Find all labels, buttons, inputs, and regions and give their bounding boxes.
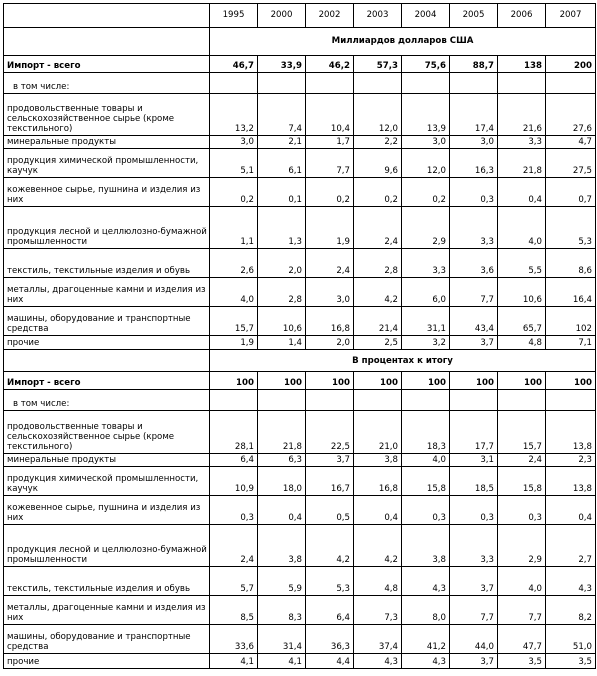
- value-cell: 18,5: [450, 467, 498, 496]
- value-cell: 21,0: [354, 411, 402, 454]
- value-cell: 2,3: [546, 454, 596, 467]
- value-cell: 47,7: [498, 625, 546, 654]
- value-cell: 15,8: [402, 467, 450, 496]
- section-title-blank-cell: [4, 350, 210, 372]
- section-title-row: [4, 350, 596, 372]
- value-cell: 4,2: [354, 525, 402, 567]
- value-cell: 2,7: [546, 525, 596, 567]
- total-value-cell: 100: [546, 372, 596, 390]
- empty-cell: [354, 390, 402, 411]
- table-row: [4, 249, 596, 278]
- table-row: [4, 567, 596, 596]
- value-cell: 41,2: [402, 625, 450, 654]
- empty-cell: [402, 390, 450, 411]
- section-title-blank-cell: [4, 28, 210, 56]
- value-cell: 9,6: [354, 149, 402, 178]
- value-cell: 0,3: [210, 496, 258, 525]
- table-row: [4, 207, 596, 249]
- table-row: [4, 654, 596, 669]
- value-cell: 43,4: [450, 307, 498, 336]
- row-label: кожевенное сырье, пушнина и изделия из них: [4, 178, 210, 207]
- value-cell: 1,1: [210, 207, 258, 249]
- value-cell: 4,0: [498, 207, 546, 249]
- subheader-row: [4, 73, 596, 94]
- value-cell: 21,4: [354, 307, 402, 336]
- row-label: продукция лесной и целлюлозно-бумажной промышленности: [4, 525, 210, 567]
- value-cell: 4,1: [258, 654, 306, 669]
- value-cell: 2,8: [354, 249, 402, 278]
- value-cell: 13,2: [210, 94, 258, 136]
- value-cell: 5,7: [210, 567, 258, 596]
- value-cell: 1,9: [306, 207, 354, 249]
- value-cell: 3,0: [450, 136, 498, 149]
- year-header-row: [4, 4, 596, 28]
- value-cell: 3,7: [306, 454, 354, 467]
- table-row: [4, 149, 596, 178]
- total-row: [4, 56, 596, 73]
- subheader-row: [4, 390, 596, 411]
- value-cell: 3,3: [450, 525, 498, 567]
- row-label: минеральные продукты: [4, 454, 210, 467]
- total-value-cell: 88,7: [450, 56, 498, 73]
- value-cell: 18,0: [258, 467, 306, 496]
- value-cell: 0,4: [498, 178, 546, 207]
- value-cell: 5,5: [498, 249, 546, 278]
- value-cell: 3,7: [450, 336, 498, 350]
- value-cell: 1,3: [258, 207, 306, 249]
- value-cell: 0,2: [210, 178, 258, 207]
- value-cell: 51,0: [546, 625, 596, 654]
- row-label: текстиль, текстильные изделия и обувь: [4, 567, 210, 596]
- value-cell: 2,8: [258, 278, 306, 307]
- value-cell: 0,1: [258, 178, 306, 207]
- table-row: [4, 467, 596, 496]
- value-cell: 102: [546, 307, 596, 336]
- total-row: [4, 372, 596, 390]
- empty-cell: [546, 73, 596, 94]
- table-body: [4, 4, 596, 669]
- total-value-cell: 100: [258, 372, 306, 390]
- value-cell: 5,9: [258, 567, 306, 596]
- value-cell: 16,7: [306, 467, 354, 496]
- value-cell: 6,3: [258, 454, 306, 467]
- value-cell: 21,8: [498, 149, 546, 178]
- value-cell: 0,7: [546, 178, 596, 207]
- table-row: [4, 596, 596, 625]
- row-label: продукция лесной и целлюлозно-бумажной промышленности: [4, 207, 210, 249]
- corner-cell: [4, 4, 210, 28]
- section-title-row: [4, 28, 596, 56]
- value-cell: 16,8: [306, 307, 354, 336]
- value-cell: 13,9: [402, 94, 450, 136]
- value-cell: 8,6: [546, 249, 596, 278]
- value-cell: 22,5: [306, 411, 354, 454]
- value-cell: 3,6: [450, 249, 498, 278]
- value-cell: 15,7: [210, 307, 258, 336]
- value-cell: 10,4: [306, 94, 354, 136]
- year-header-cell: 2004: [402, 4, 450, 28]
- total-value-cell: 33,9: [258, 56, 306, 73]
- value-cell: 3,0: [306, 278, 354, 307]
- empty-cell: [306, 390, 354, 411]
- value-cell: 4,1: [210, 654, 258, 669]
- value-cell: 18,3: [402, 411, 450, 454]
- value-cell: 16,4: [546, 278, 596, 307]
- value-cell: 3,0: [210, 136, 258, 149]
- total-value-cell: 100: [306, 372, 354, 390]
- total-row-label: Импорт - всего: [4, 56, 210, 73]
- total-value-cell: 100: [402, 372, 450, 390]
- year-header-cell: 2002: [306, 4, 354, 28]
- value-cell: 2,9: [402, 207, 450, 249]
- total-value-cell: 75,6: [402, 56, 450, 73]
- value-cell: 2,0: [258, 249, 306, 278]
- total-value-cell: 57,3: [354, 56, 402, 73]
- value-cell: 3,8: [354, 454, 402, 467]
- value-cell: 65,7: [498, 307, 546, 336]
- value-cell: 2,2: [354, 136, 402, 149]
- value-cell: 3,0: [402, 136, 450, 149]
- value-cell: 2,6: [210, 249, 258, 278]
- table-row: [4, 94, 596, 136]
- row-label: металлы, драгоценные камни и изделия из них: [4, 596, 210, 625]
- total-value-cell: 200: [546, 56, 596, 73]
- value-cell: 6,4: [210, 454, 258, 467]
- section-title: В процентах к итогу: [210, 350, 596, 372]
- value-cell: 0,2: [354, 178, 402, 207]
- empty-cell: [354, 73, 402, 94]
- empty-cell: [258, 390, 306, 411]
- value-cell: 7,4: [258, 94, 306, 136]
- empty-cell: [306, 73, 354, 94]
- value-cell: 44,0: [450, 625, 498, 654]
- value-cell: 1,7: [306, 136, 354, 149]
- table-row: [4, 178, 596, 207]
- value-cell: 2,4: [210, 525, 258, 567]
- table-row: [4, 496, 596, 525]
- import-structure-table-container: [3, 3, 596, 669]
- value-cell: 0,3: [402, 496, 450, 525]
- value-cell: 12,0: [402, 149, 450, 178]
- empty-cell: [546, 390, 596, 411]
- row-label: продовольственные товары и сельскохозяйственное сырье (кроме текстильного): [4, 411, 210, 454]
- total-value-cell: 100: [498, 372, 546, 390]
- value-cell: 31,4: [258, 625, 306, 654]
- value-cell: 4,2: [354, 278, 402, 307]
- year-header-cell: 2007: [546, 4, 596, 28]
- value-cell: 2,1: [258, 136, 306, 149]
- value-cell: 7,7: [450, 596, 498, 625]
- total-value-cell: 100: [450, 372, 498, 390]
- value-cell: 0,4: [258, 496, 306, 525]
- value-cell: 0,5: [306, 496, 354, 525]
- empty-cell: [450, 73, 498, 94]
- value-cell: 4,0: [498, 567, 546, 596]
- value-cell: 6,4: [306, 596, 354, 625]
- year-header-cell: 2000: [258, 4, 306, 28]
- row-label: прочие: [4, 654, 210, 669]
- value-cell: 3,1: [450, 454, 498, 467]
- value-cell: 8,2: [546, 596, 596, 625]
- row-label: машины, оборудование и транспортные средства: [4, 625, 210, 654]
- table-row: [4, 525, 596, 567]
- value-cell: 2,0: [306, 336, 354, 350]
- value-cell: 3,3: [450, 207, 498, 249]
- total-value-cell: 100: [210, 372, 258, 390]
- empty-cell: [450, 390, 498, 411]
- row-label: минеральные продукты: [4, 136, 210, 149]
- row-label: кожевенное сырье, пушнина и изделия из них: [4, 496, 210, 525]
- value-cell: 0,4: [354, 496, 402, 525]
- value-cell: 4,3: [546, 567, 596, 596]
- row-label: продукция химической промышленности, каучук: [4, 149, 210, 178]
- value-cell: 1,9: [210, 336, 258, 350]
- value-cell: 7,1: [546, 336, 596, 350]
- value-cell: 4,3: [402, 567, 450, 596]
- empty-cell: [210, 390, 258, 411]
- row-label: машины, оборудование и транспортные средства: [4, 307, 210, 336]
- value-cell: 7,7: [498, 596, 546, 625]
- empty-cell: [498, 390, 546, 411]
- value-cell: 4,3: [354, 654, 402, 669]
- value-cell: 17,4: [450, 94, 498, 136]
- value-cell: 2,4: [306, 249, 354, 278]
- value-cell: 37,4: [354, 625, 402, 654]
- value-cell: 8,0: [402, 596, 450, 625]
- value-cell: 3,7: [450, 654, 498, 669]
- empty-cell: [498, 73, 546, 94]
- value-cell: 36,3: [306, 625, 354, 654]
- value-cell: 2,4: [354, 207, 402, 249]
- table-row: [4, 278, 596, 307]
- value-cell: 13,8: [546, 467, 596, 496]
- value-cell: 3,7: [450, 567, 498, 596]
- value-cell: 21,6: [498, 94, 546, 136]
- value-cell: 12,0: [354, 94, 402, 136]
- value-cell: 4,8: [498, 336, 546, 350]
- value-cell: 2,4: [498, 454, 546, 467]
- value-cell: 4,0: [402, 454, 450, 467]
- table-row: [4, 136, 596, 149]
- value-cell: 27,6: [546, 94, 596, 136]
- value-cell: 10,6: [498, 278, 546, 307]
- value-cell: 7,3: [354, 596, 402, 625]
- value-cell: 5,1: [210, 149, 258, 178]
- total-value-cell: 46,2: [306, 56, 354, 73]
- value-cell: 2,5: [354, 336, 402, 350]
- value-cell: 4,8: [354, 567, 402, 596]
- total-value-cell: 138: [498, 56, 546, 73]
- value-cell: 16,3: [450, 149, 498, 178]
- subheader-label: в том числе:: [4, 73, 210, 94]
- value-cell: 0,3: [450, 496, 498, 525]
- table-row: [4, 625, 596, 654]
- year-header-cell: 2003: [354, 4, 402, 28]
- year-header-cell: 1995: [210, 4, 258, 28]
- row-label: металлы, драгоценные камни и изделия из них: [4, 278, 210, 307]
- row-label: продукция химической промышленности, каучук: [4, 467, 210, 496]
- total-value-cell: 100: [354, 372, 402, 390]
- value-cell: 4,4: [306, 654, 354, 669]
- value-cell: 6,0: [402, 278, 450, 307]
- value-cell: 15,7: [498, 411, 546, 454]
- value-cell: 4,3: [402, 654, 450, 669]
- value-cell: 21,8: [258, 411, 306, 454]
- value-cell: 7,7: [306, 149, 354, 178]
- value-cell: 3,5: [546, 654, 596, 669]
- value-cell: 0,3: [450, 178, 498, 207]
- value-cell: 8,3: [258, 596, 306, 625]
- value-cell: 4,2: [306, 525, 354, 567]
- table-row: [4, 307, 596, 336]
- value-cell: 13,8: [546, 411, 596, 454]
- value-cell: 4,0: [210, 278, 258, 307]
- value-cell: 10,6: [258, 307, 306, 336]
- value-cell: 0,4: [546, 496, 596, 525]
- value-cell: 3,8: [258, 525, 306, 567]
- value-cell: 0,2: [402, 178, 450, 207]
- empty-cell: [210, 73, 258, 94]
- value-cell: 3,2: [402, 336, 450, 350]
- value-cell: 7,7: [450, 278, 498, 307]
- row-label: продовольственные товары и сельскохозяйственное сырье (кроме текстильного): [4, 94, 210, 136]
- table-row: [4, 411, 596, 454]
- value-cell: 10,9: [210, 467, 258, 496]
- section-title: Миллиардов долларов США: [210, 28, 596, 56]
- value-cell: 3,3: [402, 249, 450, 278]
- value-cell: 0,3: [498, 496, 546, 525]
- value-cell: 16,8: [354, 467, 402, 496]
- value-cell: 4,7: [546, 136, 596, 149]
- empty-cell: [402, 73, 450, 94]
- value-cell: 15,8: [498, 467, 546, 496]
- value-cell: 28,1: [210, 411, 258, 454]
- value-cell: 27,5: [546, 149, 596, 178]
- value-cell: 2,9: [498, 525, 546, 567]
- row-label: прочие: [4, 336, 210, 350]
- value-cell: 3,8: [402, 525, 450, 567]
- row-label: текстиль, текстильные изделия и обувь: [4, 249, 210, 278]
- empty-cell: [258, 73, 306, 94]
- value-cell: 3,3: [498, 136, 546, 149]
- year-header-cell: 2005: [450, 4, 498, 28]
- value-cell: 1,4: [258, 336, 306, 350]
- value-cell: 17,7: [450, 411, 498, 454]
- table-row: [4, 454, 596, 467]
- subheader-label: в том числе:: [4, 390, 210, 411]
- import-structure-table: [3, 3, 596, 669]
- value-cell: 33,6: [210, 625, 258, 654]
- table-row: [4, 336, 596, 350]
- total-row-label: Импорт - всего: [4, 372, 210, 390]
- value-cell: 3,5: [498, 654, 546, 669]
- value-cell: 5,3: [306, 567, 354, 596]
- total-value-cell: 46,7: [210, 56, 258, 73]
- value-cell: 6,1: [258, 149, 306, 178]
- value-cell: 8,5: [210, 596, 258, 625]
- value-cell: 31,1: [402, 307, 450, 336]
- value-cell: 0,2: [306, 178, 354, 207]
- value-cell: 5,3: [546, 207, 596, 249]
- year-header-cell: 2006: [498, 4, 546, 28]
